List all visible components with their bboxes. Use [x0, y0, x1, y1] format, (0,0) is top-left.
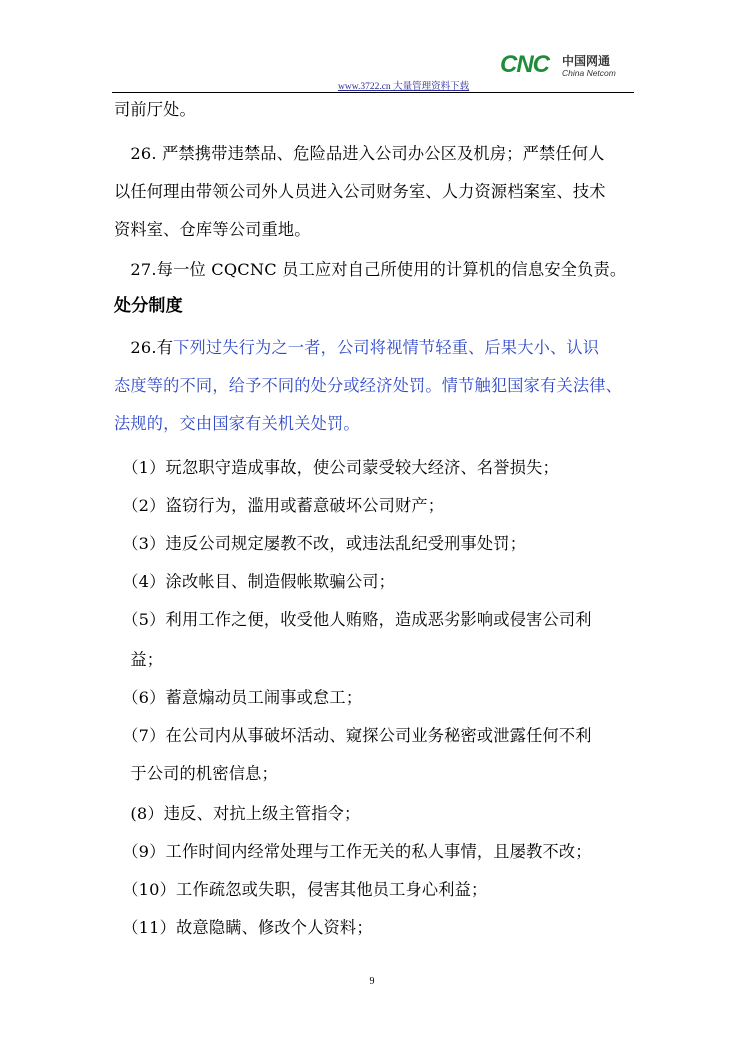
list-item: （11）故意隐瞒、修改个人资料； [114, 918, 373, 937]
list-item: （1）玩忽职守造成事故，使公司蒙受较大经济、名誉损失； [114, 458, 559, 477]
text-line: 27.每一位 CQCNC 员工应对自己所使用的计算机的信息安全负责。 [114, 260, 627, 279]
list-item: （4）涂改帐目、制造假帐欺骗公司； [114, 572, 395, 591]
text-line: 26. 严禁携带违禁品、危险品进入公司办公区及机房；严禁任何人 [114, 144, 605, 163]
list-item: （10）工作疏忽或失职，侵害其他员工身心利益； [114, 880, 488, 899]
text-line [114, 338, 599, 358]
logo-cnc-text: CNC [500, 51, 549, 78]
cnc-logo [500, 48, 634, 84]
text-line: 以任何理由带领公司外人员进入公司财务室、人力资源档案室、技术 [114, 182, 606, 201]
page-number: 9 [369, 976, 375, 987]
list-item: （6）蓄意煽动员工闹事或怠工； [114, 688, 363, 707]
list-item: （9）工作时间内经常处理与工作无关的私人事情，且屡教不改； [114, 842, 592, 861]
header-url: www.3722.cn [338, 82, 391, 92]
header-download-link[interactable] [338, 78, 469, 92]
list-item: （7）在公司内从事破坏活动、窥探公司业务秘密或泄露任何不利 [114, 726, 592, 745]
section-heading: 处分制度 [114, 296, 183, 316]
list-item: （5）利用工作之便，收受他人贿赂，造成恶劣影响或侵害公司利 [114, 610, 592, 629]
text-line: 资料室、仓库等公司重地。 [114, 220, 311, 239]
list-item-continuation: 于公司的机密信息； [114, 764, 278, 783]
list-item: （3）违反公司规定屡教不改，或违法乱纪受刑事处罚； [114, 534, 527, 553]
highlight-line: 法规的，交由国家有关机关处罚。 [114, 414, 360, 433]
header-link-suffix: 大量管理资料下载 [390, 82, 470, 92]
logo-english-name: China Netcom [562, 68, 616, 78]
highlight-text: 下列过失行为之一者，公司将视情节轻重、后果大小、认识 [173, 338, 600, 357]
highlight-line: 态度等的不同，给予不同的处分或经济处罚。情节触犯国家有关法律、 [114, 376, 623, 395]
list-item-continuation: 益； [114, 650, 164, 669]
item-number: 26.有 [114, 338, 174, 357]
text-line: 司前厅处。 [114, 100, 196, 119]
list-item: （2）盗窃行为，滥用或蓄意破坏公司财产； [114, 496, 445, 515]
list-item: (8）违反、对抗上级主管指令； [114, 804, 361, 823]
page-header [112, 46, 634, 93]
logo-chinese-name: 中国网通 [562, 54, 611, 68]
